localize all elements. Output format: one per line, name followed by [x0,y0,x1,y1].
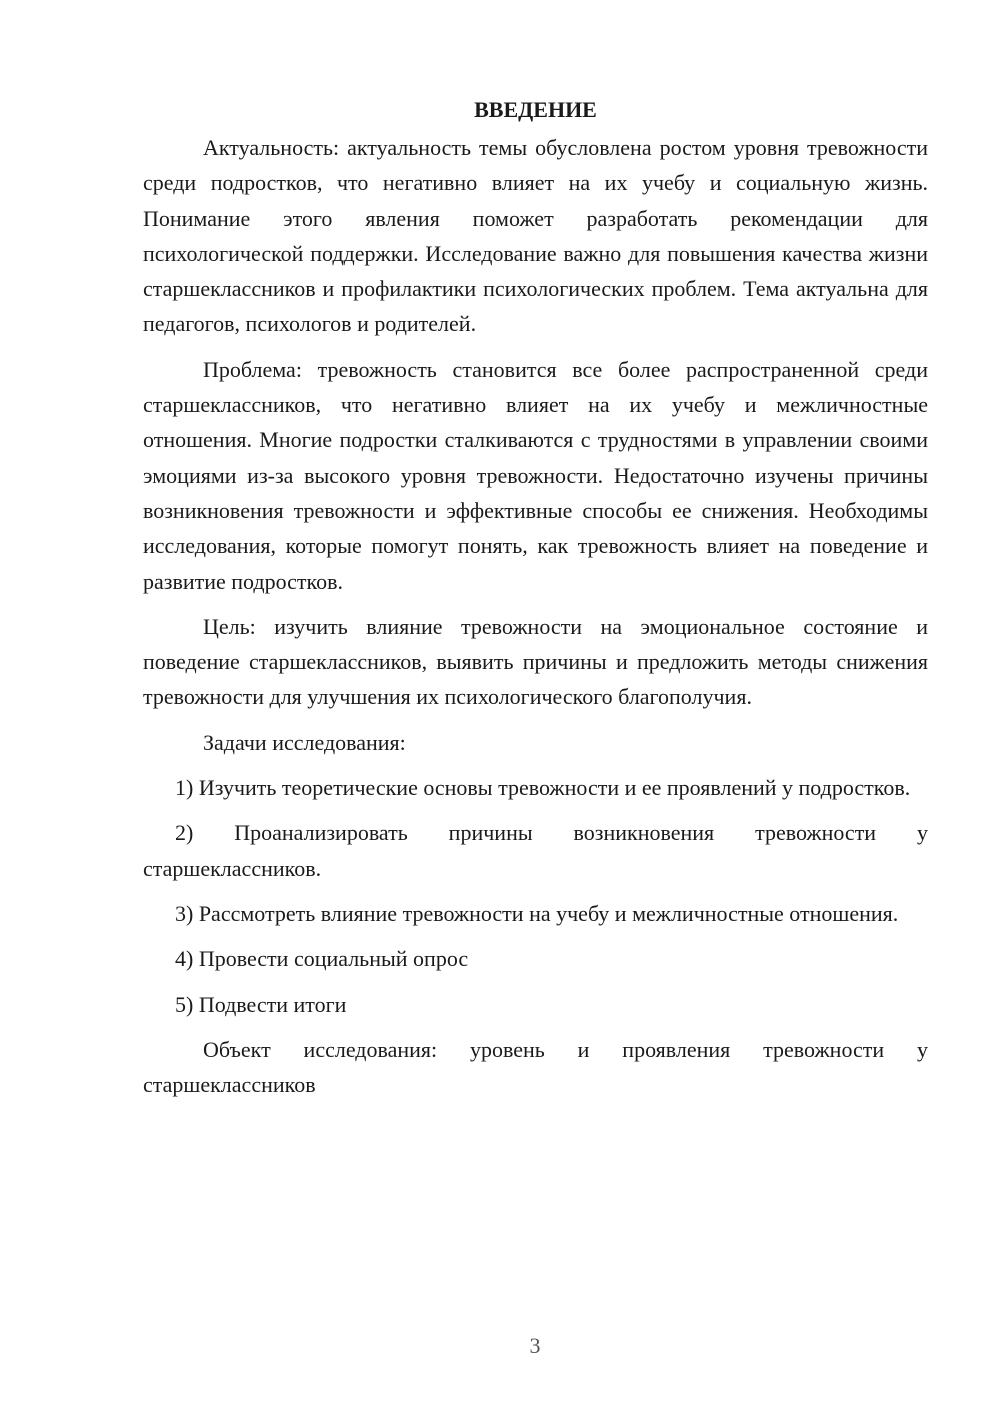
document-page [143,92,928,1112]
task-item-4: 4) Провести социальный опрос [175,946,469,972]
section-heading: ВВЕДЕНИЕ [474,97,597,122]
object-paragraph: Объект исследования: уровень и проявления тревожности у старшеклассников [143,1036,928,1098]
relevance-paragraph: Актуальность: актуальность темы обусловлена ростом уровня тревожности среди подростков, что негативно влияет на их учебу и социальную жизнь. Понимание этого явления поможет разработать рекомендации для психологической поддержки. Исследование важно для повышения качества жизни старшеклассников и профилактики психологических проблем. Тема актуальна для педагогов, психологов и родителей. [143,135,928,337]
task-item-2: 2) Проанализировать причины возникновения тревожности у старшеклассников. [143,820,928,881]
page-number: 3 [529,1333,541,1358]
problem-paragraph: Проблема: тревожность становится все более распространенной среди старшеклассников, что негативно влияет на их учебу и межличностные отношения. Многие подростки сталкиваются с трудностями в управлении своими эмоциями из-за высокого уровня тревожности. Недостаточно изучены причины возникновения тревожности и эффективные способы ее снижения. Необходимы исследования, которые помогут понять, как тревожность влияет на поведение и развитие подростков. [143,356,928,594]
task-item-1: 1) Изучить теоретические основы тревожности и ее проявлений у подростков. [175,775,911,801]
tasks-heading: Задачи исследования: [203,729,406,755]
task-item-5: 5) Подвести итоги [175,991,347,1017]
task-item-3: 3) Рассмотреть влияние тревожности на учебу и межличностные отношения. [175,900,899,926]
goal-paragraph: Цель: изучить влияние тревожности на эмоциональное состояние и поведение старшеклассников, выявить причины и предложить методы снижения тревожности для улучшения их психологического благополучия. [143,613,928,710]
